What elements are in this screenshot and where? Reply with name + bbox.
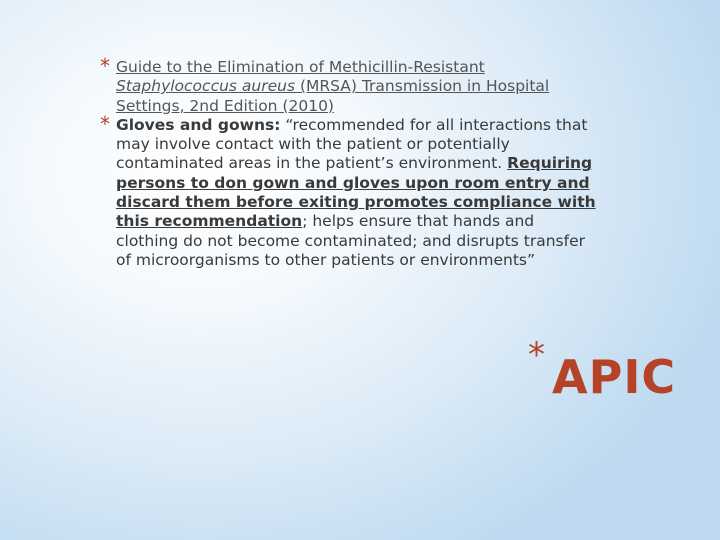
recommendation-quote-start: “recommended for all interactions that may involve contact with the patient or potentially contaminated areas in the patient’s environment. <box>116 115 588 173</box>
asterisk-bullet-icon: * <box>100 54 110 78</box>
title-apic: APIC <box>552 350 677 404</box>
recommendation-quote-end: ; helps ensure that hands and clothing do not become contaminated; and disrupts transfer of microorganisms to other patients or environments” <box>116 212 585 269</box>
recommendation-label: Gloves and gowns: <box>116 115 281 134</box>
recommendation-emphasis: Requiring persons to don gown and gloves upon room entry and discard them before exiting promotes compliance with this recommendation <box>116 154 596 231</box>
asterisk-bullet-icon: * <box>100 111 110 136</box>
bullet-reference <box>100 54 600 116</box>
bullet-recommendation <box>100 111 600 270</box>
reference-title: Guide to the Elimination of Methicillin-Resistant Staphylococcus aureus (MRSA) Transmission in Hospital Settings, 2nd Edition (2010) <box>116 58 550 115</box>
slide-title <box>518 335 677 408</box>
asterisk-bullet-icon: * <box>528 335 545 375</box>
bullet-list <box>100 54 600 270</box>
